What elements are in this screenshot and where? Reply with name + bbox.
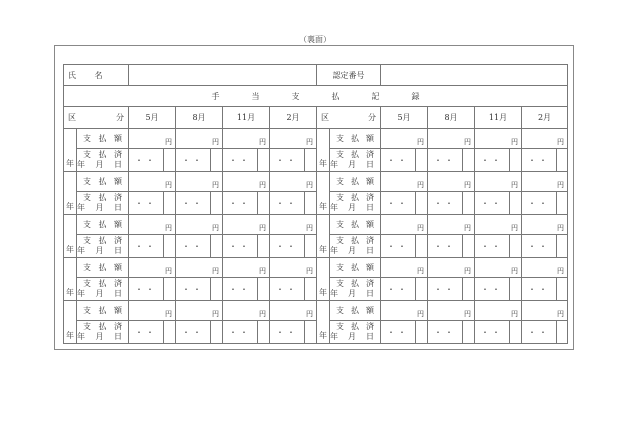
date-extra-field[interactable] bbox=[305, 321, 316, 343]
yen-unit: 円 bbox=[557, 181, 565, 189]
date-extra-field[interactable] bbox=[463, 192, 474, 214]
yen-unit: 円 bbox=[464, 138, 472, 146]
amount-label: 支 払 額 bbox=[330, 301, 381, 321]
date-separator: ・・ bbox=[475, 235, 510, 257]
date-extra-field[interactable] bbox=[557, 278, 567, 300]
amount-field[interactable] bbox=[475, 172, 522, 192]
yen-unit: 円 bbox=[306, 310, 314, 318]
date-extra-field[interactable] bbox=[557, 321, 567, 343]
yen-unit: 円 bbox=[165, 224, 173, 232]
date-extra-field[interactable] bbox=[510, 321, 521, 343]
date-separator: ・・ bbox=[428, 278, 463, 300]
amount-row bbox=[64, 215, 568, 235]
paid-date-label: 支 払 済 年 月 日 bbox=[330, 321, 381, 344]
date-separator: ・・ bbox=[428, 235, 463, 257]
paid-date-field[interactable] bbox=[129, 149, 176, 172]
amount-label: 支 払 額 bbox=[77, 215, 129, 235]
date-separator: ・・ bbox=[176, 149, 211, 171]
paid-date-field[interactable] bbox=[475, 192, 522, 215]
cert-number-label: 認定番号 bbox=[317, 65, 381, 86]
amount-field[interactable] bbox=[475, 301, 522, 321]
amount-field[interactable] bbox=[381, 301, 428, 321]
date-extra-field[interactable] bbox=[305, 278, 316, 300]
date-extra-field[interactable] bbox=[463, 149, 474, 171]
amount-field[interactable] bbox=[129, 215, 176, 235]
amount-field[interactable] bbox=[176, 129, 223, 149]
yen-unit: 円 bbox=[259, 138, 267, 146]
yen-unit: 円 bbox=[557, 310, 565, 318]
amount-field[interactable] bbox=[176, 258, 223, 278]
amount-field[interactable] bbox=[475, 215, 522, 235]
paid-date-row bbox=[64, 278, 568, 301]
paid-date-field[interactable] bbox=[475, 278, 522, 301]
date-separator: ・・ bbox=[428, 192, 463, 214]
amount-field[interactable] bbox=[270, 129, 317, 149]
date-separator: ・・ bbox=[475, 321, 510, 343]
yen-unit: 円 bbox=[464, 310, 472, 318]
amount-field[interactable] bbox=[381, 258, 428, 278]
date-extra-field[interactable] bbox=[557, 149, 567, 171]
date-extra-field[interactable] bbox=[164, 321, 175, 343]
amount-label: 支 払 額 bbox=[330, 129, 381, 149]
amount-field[interactable] bbox=[129, 301, 176, 321]
paid-date-field[interactable] bbox=[475, 149, 522, 172]
yen-unit: 円 bbox=[511, 267, 519, 275]
date-separator: ・・ bbox=[129, 149, 164, 171]
paid-date-label: 支 払 済 年 月 日 bbox=[77, 149, 129, 172]
date-separator: ・・ bbox=[223, 321, 258, 343]
date-extra-field[interactable] bbox=[258, 149, 269, 171]
amount-field[interactable] bbox=[223, 129, 270, 149]
date-extra-field[interactable] bbox=[510, 149, 521, 171]
amount-field[interactable] bbox=[176, 172, 223, 192]
yen-unit: 円 bbox=[212, 267, 220, 275]
amount-field[interactable] bbox=[129, 172, 176, 192]
date-extra-field[interactable] bbox=[305, 235, 316, 257]
date-extra-field[interactable] bbox=[557, 235, 567, 257]
date-extra-field[interactable] bbox=[305, 192, 316, 214]
yen-unit: 円 bbox=[417, 310, 425, 318]
amount-row bbox=[64, 129, 568, 149]
year-cell[interactable]: 年 bbox=[64, 129, 77, 172]
date-separator: ・・ bbox=[176, 321, 211, 343]
amount-field[interactable] bbox=[522, 129, 568, 149]
amount-field[interactable] bbox=[522, 172, 568, 192]
amount-field[interactable] bbox=[428, 129, 475, 149]
paid-date-row bbox=[64, 149, 568, 172]
amount-field[interactable] bbox=[522, 258, 568, 278]
amount-field[interactable] bbox=[381, 215, 428, 235]
page-side-caption: （裏面） bbox=[299, 35, 331, 44]
date-extra-field[interactable] bbox=[416, 235, 427, 257]
date-extra-field[interactable] bbox=[463, 235, 474, 257]
date-separator: ・・ bbox=[522, 192, 557, 214]
yen-unit: 円 bbox=[212, 224, 220, 232]
year-cell[interactable]: 年 bbox=[317, 301, 330, 344]
date-separator: ・・ bbox=[428, 321, 463, 343]
date-separator: ・・ bbox=[475, 149, 510, 171]
amount-field[interactable] bbox=[129, 129, 176, 149]
yen-unit: 円 bbox=[306, 138, 314, 146]
yen-unit: 円 bbox=[259, 267, 267, 275]
paid-date-field[interactable] bbox=[129, 235, 176, 258]
date-extra-field[interactable] bbox=[258, 192, 269, 214]
yen-unit: 円 bbox=[259, 224, 267, 232]
paid-date-row bbox=[64, 235, 568, 258]
paid-date-field[interactable] bbox=[176, 192, 223, 215]
paid-date-field[interactable] bbox=[522, 321, 568, 344]
yen-unit: 円 bbox=[557, 224, 565, 232]
amount-field[interactable] bbox=[428, 172, 475, 192]
date-extra-field[interactable] bbox=[258, 321, 269, 343]
paid-date-field[interactable] bbox=[270, 149, 317, 172]
paid-date-field[interactable] bbox=[381, 278, 428, 301]
paid-date-field[interactable] bbox=[176, 149, 223, 172]
month-header-feb: 2月 bbox=[522, 107, 568, 129]
paid-date-field[interactable] bbox=[428, 278, 475, 301]
date-separator: ・・ bbox=[129, 235, 164, 257]
date-separator: ・・ bbox=[270, 149, 305, 171]
date-extra-field[interactable] bbox=[211, 321, 222, 343]
paid-date-label: 支 払 済 年 月 日 bbox=[330, 192, 381, 215]
amount-label: 支 払 額 bbox=[330, 215, 381, 235]
date-separator: ・・ bbox=[475, 192, 510, 214]
yen-unit: 円 bbox=[464, 181, 472, 189]
date-extra-field[interactable] bbox=[510, 278, 521, 300]
paid-date-field[interactable] bbox=[381, 149, 428, 172]
yen-unit: 円 bbox=[417, 224, 425, 232]
amount-field[interactable] bbox=[381, 172, 428, 192]
date-separator: ・・ bbox=[129, 192, 164, 214]
date-extra-field[interactable] bbox=[164, 192, 175, 214]
amount-field[interactable] bbox=[381, 129, 428, 149]
yen-unit: 円 bbox=[511, 224, 519, 232]
paid-date-field[interactable] bbox=[223, 235, 270, 258]
amount-field[interactable] bbox=[270, 301, 317, 321]
paid-date-field[interactable] bbox=[223, 321, 270, 344]
yen-unit: 円 bbox=[511, 138, 519, 146]
date-extra-field[interactable] bbox=[463, 278, 474, 300]
paid-date-field[interactable] bbox=[270, 235, 317, 258]
yen-unit: 円 bbox=[557, 267, 565, 275]
yen-unit: 円 bbox=[212, 181, 220, 189]
date-extra-field[interactable] bbox=[211, 278, 222, 300]
date-separator: ・・ bbox=[381, 149, 416, 171]
yen-unit: 円 bbox=[212, 310, 220, 318]
date-separator: ・・ bbox=[176, 235, 211, 257]
name-row bbox=[64, 65, 568, 86]
column-header-row bbox=[64, 107, 568, 129]
yen-unit: 円 bbox=[511, 310, 519, 318]
date-separator: ・・ bbox=[522, 321, 557, 343]
yen-unit: 円 bbox=[165, 138, 173, 146]
paid-date-field[interactable] bbox=[522, 278, 568, 301]
yen-unit: 円 bbox=[165, 310, 173, 318]
paid-date-field[interactable] bbox=[475, 235, 522, 258]
amount-field[interactable] bbox=[223, 258, 270, 278]
amount-field[interactable] bbox=[428, 301, 475, 321]
date-extra-field[interactable] bbox=[211, 149, 222, 171]
date-extra-field[interactable] bbox=[416, 321, 427, 343]
yen-unit: 円 bbox=[165, 181, 173, 189]
year-cell[interactable]: 年 bbox=[317, 258, 330, 301]
date-separator: ・・ bbox=[381, 192, 416, 214]
amount-field[interactable] bbox=[428, 215, 475, 235]
month-header-nov: 11月 bbox=[223, 107, 270, 129]
year-cell[interactable]: 年 bbox=[317, 215, 330, 258]
date-extra-field[interactable] bbox=[258, 278, 269, 300]
amount-field[interactable] bbox=[475, 258, 522, 278]
date-extra-field[interactable] bbox=[557, 192, 567, 214]
paid-date-label: 支 払 済 年 月 日 bbox=[77, 278, 129, 301]
yen-unit: 円 bbox=[417, 181, 425, 189]
paid-date-field[interactable] bbox=[475, 321, 522, 344]
paid-date-label: 支 払 済 年 月 日 bbox=[330, 278, 381, 301]
year-cell[interactable]: 年 bbox=[64, 172, 77, 215]
date-extra-field[interactable] bbox=[416, 149, 427, 171]
amount-field[interactable] bbox=[176, 301, 223, 321]
paid-date-field[interactable] bbox=[223, 192, 270, 215]
date-separator: ・・ bbox=[223, 149, 258, 171]
month-header-may: 5月 bbox=[129, 107, 176, 129]
paid-date-label: 支 払 済 年 月 日 bbox=[330, 149, 381, 172]
yen-unit: 円 bbox=[557, 138, 565, 146]
paid-date-field[interactable] bbox=[129, 278, 176, 301]
yen-unit: 円 bbox=[464, 224, 472, 232]
date-extra-field[interactable] bbox=[416, 278, 427, 300]
kubun-header-left: 区 分 bbox=[64, 107, 129, 129]
date-extra-field[interactable] bbox=[510, 235, 521, 257]
month-header-may: 5月 bbox=[381, 107, 428, 129]
paid-date-field[interactable] bbox=[223, 278, 270, 301]
year-cell[interactable]: 年 bbox=[64, 258, 77, 301]
yen-unit: 円 bbox=[306, 267, 314, 275]
date-separator: ・・ bbox=[129, 321, 164, 343]
amount-field[interactable] bbox=[475, 129, 522, 149]
amount-field[interactable] bbox=[223, 301, 270, 321]
year-cell[interactable]: 年 bbox=[317, 129, 330, 172]
amount-label: 支 払 額 bbox=[77, 301, 129, 321]
yen-unit: 円 bbox=[306, 224, 314, 232]
amount-field[interactable] bbox=[270, 172, 317, 192]
amount-label: 支 払 額 bbox=[77, 129, 129, 149]
paid-date-field[interactable] bbox=[223, 149, 270, 172]
paid-date-field[interactable] bbox=[428, 321, 475, 344]
paid-date-label: 支 払 済 年 月 日 bbox=[77, 235, 129, 258]
amount-label: 支 払 額 bbox=[77, 172, 129, 192]
date-separator: ・・ bbox=[381, 235, 416, 257]
year-cell[interactable]: 年 bbox=[64, 301, 77, 344]
date-separator: ・・ bbox=[270, 235, 305, 257]
amount-field[interactable] bbox=[522, 215, 568, 235]
yen-unit: 円 bbox=[417, 138, 425, 146]
amount-field[interactable] bbox=[223, 172, 270, 192]
date-separator: ・・ bbox=[475, 278, 510, 300]
yen-unit: 円 bbox=[259, 181, 267, 189]
cert-number-field[interactable] bbox=[381, 65, 568, 86]
month-header-feb: 2月 bbox=[270, 107, 317, 129]
allowance-payment-record-form bbox=[63, 64, 567, 344]
yen-unit: 円 bbox=[259, 310, 267, 318]
amount-label: 支 払 額 bbox=[330, 172, 381, 192]
date-separator: ・・ bbox=[176, 278, 211, 300]
paid-date-field[interactable] bbox=[428, 192, 475, 215]
paid-date-field[interactable] bbox=[428, 235, 475, 258]
paid-date-field[interactable] bbox=[129, 321, 176, 344]
amount-field[interactable] bbox=[270, 258, 317, 278]
kubun-header-right: 区 分 bbox=[317, 107, 381, 129]
month-header-nov: 11月 bbox=[475, 107, 522, 129]
date-separator: ・・ bbox=[223, 278, 258, 300]
date-separator: ・・ bbox=[129, 278, 164, 300]
amount-label: 支 払 額 bbox=[330, 258, 381, 278]
paid-date-label: 支 払 済 年 月 日 bbox=[330, 235, 381, 258]
date-separator: ・・ bbox=[270, 278, 305, 300]
paid-date-label: 支 払 済 年 月 日 bbox=[77, 321, 129, 344]
paid-date-field[interactable] bbox=[270, 278, 317, 301]
date-extra-field[interactable] bbox=[416, 192, 427, 214]
paid-date-row bbox=[64, 192, 568, 215]
month-header-aug: 8月 bbox=[428, 107, 475, 129]
date-extra-field[interactable] bbox=[164, 278, 175, 300]
date-separator: ・・ bbox=[176, 192, 211, 214]
paid-date-field[interactable] bbox=[428, 149, 475, 172]
paid-date-field[interactable] bbox=[522, 235, 568, 258]
amount-row bbox=[64, 301, 568, 321]
yen-unit: 円 bbox=[417, 267, 425, 275]
yen-unit: 円 bbox=[306, 181, 314, 189]
name-label: 氏 名 bbox=[64, 65, 129, 86]
form-title: 手 当 支 払 記 録 bbox=[64, 86, 568, 107]
paid-date-field[interactable] bbox=[176, 321, 223, 344]
date-extra-field[interactable] bbox=[463, 321, 474, 343]
yen-unit: 円 bbox=[464, 267, 472, 275]
date-extra-field[interactable] bbox=[510, 192, 521, 214]
yen-unit: 円 bbox=[511, 181, 519, 189]
date-extra-field[interactable] bbox=[164, 149, 175, 171]
amount-field[interactable] bbox=[129, 258, 176, 278]
paid-date-field[interactable] bbox=[522, 149, 568, 172]
amount-label: 支 払 額 bbox=[77, 258, 129, 278]
date-separator: ・・ bbox=[223, 192, 258, 214]
date-separator: ・・ bbox=[522, 278, 557, 300]
paid-date-row bbox=[64, 321, 568, 344]
date-separator: ・・ bbox=[223, 235, 258, 257]
amount-field[interactable] bbox=[223, 215, 270, 235]
date-separator: ・・ bbox=[381, 278, 416, 300]
date-extra-field[interactable] bbox=[164, 235, 175, 257]
amount-field[interactable] bbox=[428, 258, 475, 278]
paid-date-label: 支 払 済 年 月 日 bbox=[77, 192, 129, 215]
amount-field[interactable] bbox=[176, 215, 223, 235]
year-cell[interactable]: 年 bbox=[64, 215, 77, 258]
date-separator: ・・ bbox=[381, 321, 416, 343]
paid-date-field[interactable] bbox=[176, 235, 223, 258]
year-cell[interactable]: 年 bbox=[317, 172, 330, 215]
amount-field[interactable] bbox=[270, 215, 317, 235]
paid-date-field[interactable] bbox=[129, 192, 176, 215]
amount-row bbox=[64, 258, 568, 278]
yen-unit: 円 bbox=[212, 138, 220, 146]
yen-unit: 円 bbox=[165, 267, 173, 275]
date-extra-field[interactable] bbox=[211, 235, 222, 257]
title-row bbox=[64, 86, 568, 107]
paid-date-field[interactable] bbox=[522, 192, 568, 215]
name-field[interactable] bbox=[129, 65, 317, 86]
paid-date-field[interactable] bbox=[381, 235, 428, 258]
date-separator: ・・ bbox=[270, 321, 305, 343]
date-separator: ・・ bbox=[522, 235, 557, 257]
record-table bbox=[63, 64, 568, 344]
date-separator: ・・ bbox=[428, 149, 463, 171]
amount-field[interactable] bbox=[522, 301, 568, 321]
date-extra-field[interactable] bbox=[211, 192, 222, 214]
paid-date-field[interactable] bbox=[381, 321, 428, 344]
date-extra-field[interactable] bbox=[305, 149, 316, 171]
paid-date-field[interactable] bbox=[176, 278, 223, 301]
paid-date-field[interactable] bbox=[270, 192, 317, 215]
paid-date-field[interactable] bbox=[270, 321, 317, 344]
date-extra-field[interactable] bbox=[258, 235, 269, 257]
amount-row bbox=[64, 172, 568, 192]
paid-date-field[interactable] bbox=[381, 192, 428, 215]
date-separator: ・・ bbox=[270, 192, 305, 214]
month-header-aug: 8月 bbox=[176, 107, 223, 129]
date-separator: ・・ bbox=[522, 149, 557, 171]
